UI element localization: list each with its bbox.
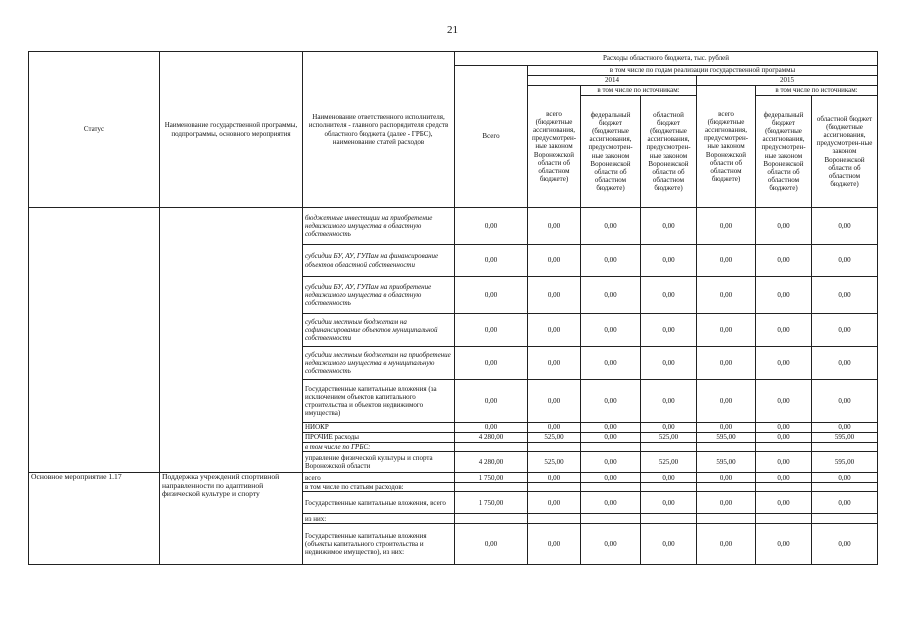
row-label: из них: (303, 514, 455, 524)
row-2015-regional: 0,00 (812, 347, 878, 380)
empty-cell (812, 514, 878, 524)
row-2015-regional: 0,00 (812, 524, 878, 565)
row-2014-federal: 0,00 (581, 380, 641, 423)
row-2015-all: 0,00 (697, 245, 756, 277)
row-2015-federal: 0,00 (756, 524, 812, 565)
empty-cell (697, 483, 756, 492)
row-2014-federal: 0,00 (581, 208, 641, 245)
row-2014-all: 0,00 (528, 277, 581, 314)
event-name: Поддержка учреждений спортивной направленности по адаптивной физической культуре и спорту (160, 473, 303, 565)
row-2015-all: 0,00 (697, 277, 756, 314)
row-total: 0,00 (455, 245, 528, 277)
header-by-years: в том числе по годам реализации государственной программы (528, 66, 878, 76)
row-2015-regional: 0,00 (812, 277, 878, 314)
row-2014-federal: 0,00 (581, 492, 641, 514)
row-2015-federal: 0,00 (756, 492, 812, 514)
row-2015-federal: 0,00 (756, 277, 812, 314)
row-2014-regional: 525,00 (641, 433, 697, 443)
empty-cell (756, 514, 812, 524)
header-program-name: Наименование государственной программы, подпрограммы, основного мероприятия (160, 52, 303, 208)
row-label: субсидии БУ, АУ, ГУПам на приобретение недвижимого имущества в областную собственность (303, 277, 455, 314)
row-2014-federal: 0,00 (581, 277, 641, 314)
row-2015-all: 595,00 (697, 433, 756, 443)
header-executor: Наименование ответственного исполнителя, исполнителя - главного распорядителя средств областного бюджета (далее - ГРБС), наименование статей расходов (303, 52, 455, 208)
header-2015-federal: федеральный бюджет (бюджетные ассигнования, предусмотрен-ные законом Воронежской области об областном бюджете) (756, 96, 812, 208)
row-label: субсидии местным бюджетам на софинансирование объектов муниципальной собственности (303, 314, 455, 347)
row-total: 1 750,00 (455, 473, 528, 483)
row-2015-regional: 0,00 (812, 314, 878, 347)
row-2014-all: 0,00 (528, 245, 581, 277)
row-2014-all: 0,00 (528, 347, 581, 380)
row-2015-all: 0,00 (697, 473, 756, 483)
row-2015-all: 0,00 (697, 347, 756, 380)
header-2014-sources: в том числе по источникам: (581, 86, 697, 96)
row-2014-all: 0,00 (528, 492, 581, 514)
row-2015-regional: 0,00 (812, 492, 878, 514)
row-2014-regional: 0,00 (641, 277, 697, 314)
event-status: Основное мероприятие 1.17 (29, 473, 160, 565)
row-label: Государственные капитальные вложения, всего (303, 492, 455, 514)
row-2014-regional: 0,00 (641, 524, 697, 565)
row-2014-all: 0,00 (528, 208, 581, 245)
row-total: 1 750,00 (455, 492, 528, 514)
budget-table (28, 51, 878, 565)
empty-cell (697, 514, 756, 524)
row-2015-regional: 0,00 (812, 473, 878, 483)
row-2014-federal: 0,00 (581, 314, 641, 347)
row-total: 0,00 (455, 524, 528, 565)
row-total: 0,00 (455, 380, 528, 423)
row-total: 0,00 (455, 423, 528, 433)
row-label: субсидии местным бюджетам на приобретение недвижимого имущества в муниципальную собственность (303, 347, 455, 380)
header-2014-all: всего (бюджетные ассигнования, предусмотрен-ные законом Воронежской области об областном бюджете) (528, 86, 581, 208)
empty-cell (455, 443, 528, 452)
header-year-2014: 2014 (528, 76, 697, 86)
row-2014-regional: 525,00 (641, 452, 697, 473)
row-2014-regional: 0,00 (641, 314, 697, 347)
row-total: 4 280,00 (455, 433, 528, 443)
row-2015-federal: 0,00 (756, 380, 812, 423)
row-label: управление физической культуры и спорта Воронежской области (303, 452, 455, 473)
empty-cell (697, 443, 756, 452)
row-2015-all: 0,00 (697, 208, 756, 245)
row-2015-all: 595,00 (697, 452, 756, 473)
row-2015-regional: 0,00 (812, 208, 878, 245)
empty-cell (581, 443, 641, 452)
row-2014-all: 0,00 (528, 380, 581, 423)
header-total: Всего (455, 66, 528, 208)
row-2015-federal: 0,00 (756, 423, 812, 433)
row-2015-federal: 0,00 (756, 473, 812, 483)
empty-cell (641, 514, 697, 524)
row-2014-regional: 0,00 (641, 492, 697, 514)
row-2014-federal: 0,00 (581, 423, 641, 433)
row-label: бюджетные инвестиции на приобретение недвижимого имущества в областную собственность (303, 208, 455, 245)
row-2014-regional: 0,00 (641, 208, 697, 245)
empty-cell (581, 514, 641, 524)
status-cell-empty (29, 208, 160, 473)
row-2015-federal: 0,00 (756, 208, 812, 245)
row-2014-all: 525,00 (528, 452, 581, 473)
program-cell-empty (160, 208, 303, 473)
row-2014-regional: 0,00 (641, 347, 697, 380)
row-2014-federal: 0,00 (581, 473, 641, 483)
row-label: НИОКР (303, 423, 455, 433)
header-2015-sources: в том числе по источникам: (756, 86, 878, 96)
empty-cell (756, 443, 812, 452)
row-2014-regional: 0,00 (641, 473, 697, 483)
header-year-2015: 2015 (697, 76, 878, 86)
empty-cell (641, 483, 697, 492)
empty-cell (812, 443, 878, 452)
row-2015-regional: 595,00 (812, 452, 878, 473)
empty-cell (455, 514, 528, 524)
row-2015-all: 0,00 (697, 492, 756, 514)
row-2014-all: 525,00 (528, 433, 581, 443)
empty-cell (455, 483, 528, 492)
row-2014-federal: 0,00 (581, 245, 641, 277)
row-2014-federal: 0,00 (581, 347, 641, 380)
row-total: 0,00 (455, 277, 528, 314)
header-2014-federal: федеральный бюджет (бюджетные ассигнования, предусмотрен-ные законом Воронежской области об областном бюджете) (581, 96, 641, 208)
row-label: Государственные капитальные вложения (за исключением объектов капитального строительства и объектов недвижимого имущества) (303, 380, 455, 423)
row-total: 4 280,00 (455, 452, 528, 473)
row-2015-federal: 0,00 (756, 245, 812, 277)
row-2014-regional: 0,00 (641, 423, 697, 433)
row-2014-all: 0,00 (528, 473, 581, 483)
row-2015-all: 0,00 (697, 380, 756, 423)
header-status: Статус (29, 52, 160, 208)
empty-cell (812, 483, 878, 492)
empty-cell (581, 483, 641, 492)
row-2014-federal: 0,00 (581, 524, 641, 565)
row-2014-federal: 0,00 (581, 433, 641, 443)
header-budget-expenses: Расходы областного бюджета, тыс. рублей (455, 52, 878, 66)
row-label: Государственные капитальные вложения (объекты капитального строительства и недвижимое имущество), из них: (303, 524, 455, 565)
row-2015-federal: 0,00 (756, 347, 812, 380)
row-2014-all: 0,00 (528, 423, 581, 433)
row-2015-regional: 0,00 (812, 423, 878, 433)
empty-cell (528, 483, 581, 492)
row-2015-regional: 0,00 (812, 380, 878, 423)
header-2015-all: всего (бюджетные ассигнования, предусмотрен-ные законом Воронежской области об областном бюджете) (697, 86, 756, 208)
empty-cell (528, 514, 581, 524)
row-label: в том числе по ГРБС: (303, 443, 455, 452)
row-2015-all: 0,00 (697, 314, 756, 347)
row-label: всего (303, 473, 455, 483)
empty-cell (528, 443, 581, 452)
row-total: 0,00 (455, 314, 528, 347)
header-2014-regional: областной бюджет (бюджетные ассигнования, предусмотрен-ные законом Воронежской области об областном бюджете) (641, 96, 697, 208)
row-label: ПРОЧИЕ расходы (303, 433, 455, 443)
row-2015-all: 0,00 (697, 423, 756, 433)
row-2015-federal: 0,00 (756, 433, 812, 443)
header-2015-regional: областной бюджет (бюджетные ассигнования, предусмотрен-ные законом Воронежской области об областном бюджете) (812, 96, 878, 208)
row-2015-all: 0,00 (697, 524, 756, 565)
row-2015-federal: 0,00 (756, 314, 812, 347)
empty-cell (641, 443, 697, 452)
row-2015-regional: 595,00 (812, 433, 878, 443)
row-2014-regional: 0,00 (641, 380, 697, 423)
row-total: 0,00 (455, 208, 528, 245)
row-label: в том числе по статьям расходов: (303, 483, 455, 492)
row-2014-all: 0,00 (528, 314, 581, 347)
row-2014-regional: 0,00 (641, 245, 697, 277)
empty-cell (756, 483, 812, 492)
row-2015-regional: 0,00 (812, 245, 878, 277)
page-number: 21 (447, 24, 458, 36)
row-2014-all: 0,00 (528, 524, 581, 565)
row-total: 0,00 (455, 347, 528, 380)
row-label: субсидии БУ, АУ, ГУПам на финансирование объектов областной собственности (303, 245, 455, 277)
row-2015-federal: 0,00 (756, 452, 812, 473)
row-2014-federal: 0,00 (581, 452, 641, 473)
